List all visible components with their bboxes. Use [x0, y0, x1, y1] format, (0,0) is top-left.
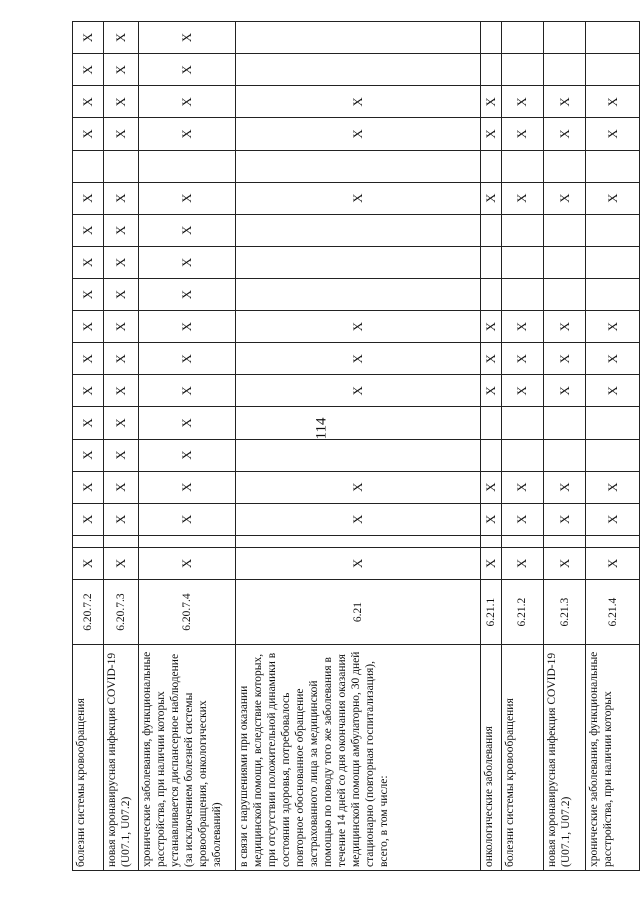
mark-cell [586, 54, 640, 86]
mark-cell: X [235, 182, 481, 214]
mark-cell: X [73, 214, 104, 246]
mark-cell: X [104, 86, 139, 118]
mark-cell [501, 535, 543, 547]
mark-cell: X [481, 86, 501, 118]
mark-cell [73, 535, 104, 547]
mark-cell: X [235, 503, 481, 535]
table-row [481, 22, 501, 871]
row-name: хронические заболевания, функциональные расстройства, при наличии которых устанавливается диспансерное наблюдение (за исключением болезней системы кровообращения, онкологических заболеваний) [138, 645, 235, 871]
mark-cell: X [501, 86, 543, 118]
mark-cell: X [104, 311, 139, 343]
mark-cell [481, 535, 501, 547]
mark-cell [138, 150, 235, 182]
mark-cell: X [235, 343, 481, 375]
mark-cell [235, 246, 481, 278]
mark-cell: X [481, 375, 501, 407]
mark-cell: X [501, 547, 543, 579]
mark-cell: X [73, 246, 104, 278]
row-name: новая коронавирусная инфекция COVID-19 (U07.1, U07.2) [543, 645, 585, 871]
mark-cell [543, 54, 585, 86]
mark-cell: X [586, 471, 640, 503]
mark-cell [586, 214, 640, 246]
mark-cell: X [586, 343, 640, 375]
mark-cell: X [501, 182, 543, 214]
mark-cell: X [138, 278, 235, 310]
mark-cell: X [481, 471, 501, 503]
row-code: 6.21.4 [586, 579, 640, 644]
mark-cell: X [138, 246, 235, 278]
row-name: новая коронавирусная инфекция COVID-19 (U07.1, U07.2) [104, 645, 139, 871]
mark-cell: X [73, 22, 104, 54]
mark-cell: X [138, 547, 235, 579]
mark-cell: X [73, 547, 104, 579]
mark-cell: X [104, 22, 139, 54]
mark-cell: X [104, 214, 139, 246]
mark-cell [481, 150, 501, 182]
page-number: 114 [313, 417, 330, 440]
mark-cell [235, 407, 481, 439]
mark-cell: X [138, 407, 235, 439]
mark-cell [586, 278, 640, 310]
mark-cell: X [73, 182, 104, 214]
mark-cell: X [543, 86, 585, 118]
mark-cell [586, 535, 640, 547]
mark-cell: X [586, 118, 640, 150]
mark-cell: X [138, 86, 235, 118]
mark-cell: X [543, 375, 585, 407]
table-row [501, 22, 543, 871]
mark-cell [586, 246, 640, 278]
mark-cell: X [138, 182, 235, 214]
mark-cell [501, 22, 543, 54]
mark-cell [543, 535, 585, 547]
mark-cell: X [138, 503, 235, 535]
row-name: болезни системы кровообращения [73, 645, 104, 871]
mark-cell [481, 439, 501, 471]
mark-cell: X [501, 118, 543, 150]
mark-cell [138, 535, 235, 547]
row-code: 6.21.1 [481, 579, 501, 644]
mark-cell: X [73, 439, 104, 471]
row-name: в связи с нарушениями при оказании медицинской помощи, вследствие которых, при отсутствии положительной динамики в состоянии здоровья, потребовалось повторное обоснованное обращение застрахованного лица за медицинской помощью по поводу того же заболевания в течение 14 дней со дня окончания оказания медицинской помощи амбулаторно, 30 дней стационарно (повторная госпитализация), всего, в том числе: [235, 645, 481, 871]
mark-cell: X [104, 503, 139, 535]
mark-cell: X [73, 503, 104, 535]
mark-cell [481, 278, 501, 310]
mark-cell: X [501, 343, 543, 375]
mark-cell: X [543, 547, 585, 579]
table-row [586, 22, 640, 871]
mark-cell [235, 150, 481, 182]
mark-cell: X [586, 503, 640, 535]
mark-cell: X [73, 86, 104, 118]
mark-cell [501, 407, 543, 439]
mark-cell: X [104, 439, 139, 471]
mark-cell: X [543, 118, 585, 150]
mark-cell: X [73, 343, 104, 375]
mark-cell: X [501, 311, 543, 343]
mark-cell [501, 439, 543, 471]
mark-cell [235, 535, 481, 547]
mark-cell [543, 22, 585, 54]
mark-cell: X [73, 278, 104, 310]
mark-cell: X [73, 471, 104, 503]
mark-cell: X [586, 86, 640, 118]
mark-cell: X [138, 54, 235, 86]
mark-cell [235, 214, 481, 246]
mark-cell: X [481, 182, 501, 214]
mark-cell: X [543, 503, 585, 535]
mark-cell [586, 150, 640, 182]
mark-cell: X [138, 311, 235, 343]
mark-cell: X [543, 471, 585, 503]
mark-cell: X [104, 343, 139, 375]
table-row [138, 22, 235, 871]
table-row [104, 22, 139, 871]
row-code: 6.20.7.4 [138, 579, 235, 644]
mark-cell: X [481, 343, 501, 375]
rotated-table-wrapper [72, 21, 640, 871]
row-name: болезни системы кровообращения [501, 645, 543, 871]
table-row [543, 22, 585, 871]
mark-cell [235, 278, 481, 310]
mark-cell: X [104, 407, 139, 439]
mark-cell: X [481, 118, 501, 150]
mark-cell [481, 214, 501, 246]
mark-cell: X [104, 118, 139, 150]
mark-cell: X [138, 118, 235, 150]
mark-cell: X [104, 375, 139, 407]
mark-cell: X [104, 54, 139, 86]
mark-cell: X [138, 375, 235, 407]
mark-cell [543, 214, 585, 246]
mark-cell: X [73, 311, 104, 343]
row-code: 6.21 [235, 579, 481, 644]
mark-cell: X [104, 182, 139, 214]
mark-cell: X [138, 22, 235, 54]
mark-cell [501, 246, 543, 278]
mark-cell [543, 407, 585, 439]
mark-cell: X [235, 86, 481, 118]
row-code: 6.21.2 [501, 579, 543, 644]
mark-cell: X [543, 182, 585, 214]
mark-cell [586, 407, 640, 439]
mark-cell: X [138, 343, 235, 375]
mark-cell: X [235, 375, 481, 407]
mark-cell [543, 439, 585, 471]
row-code: 6.21.3 [543, 579, 585, 644]
mark-cell: X [138, 471, 235, 503]
mark-cell [73, 150, 104, 182]
row-name: хронические заболевания, функциональные расстройства, при наличии которых [586, 645, 640, 871]
mark-cell [235, 439, 481, 471]
mark-cell: X [104, 547, 139, 579]
mark-cell: X [501, 503, 543, 535]
mark-cell: X [501, 471, 543, 503]
mark-cell: X [73, 118, 104, 150]
mark-cell [543, 278, 585, 310]
mark-cell: X [235, 471, 481, 503]
row-code: 6.20.7.2 [73, 579, 104, 644]
mark-cell: X [543, 311, 585, 343]
mark-cell: X [104, 246, 139, 278]
mark-cell: X [73, 54, 104, 86]
mark-cell [481, 407, 501, 439]
mark-cell [481, 54, 501, 86]
mark-cell: X [104, 278, 139, 310]
mark-cell: X [73, 375, 104, 407]
mark-cell: X [235, 311, 481, 343]
table-row [73, 22, 104, 871]
mark-cell [235, 22, 481, 54]
row-code: 6.20.7.3 [104, 579, 139, 644]
mark-cell [481, 246, 501, 278]
mark-cell [104, 150, 139, 182]
mark-cell [501, 150, 543, 182]
mark-cell: X [73, 407, 104, 439]
mark-cell [586, 439, 640, 471]
mark-cell: X [586, 375, 640, 407]
mark-cell: X [586, 182, 640, 214]
mark-cell [481, 22, 501, 54]
row-name: онкологические заболевания [481, 645, 501, 871]
mark-cell: X [481, 547, 501, 579]
mark-cell [543, 150, 585, 182]
mark-cell: X [543, 343, 585, 375]
mark-cell: X [481, 503, 501, 535]
mark-cell [235, 54, 481, 86]
mark-cell: X [138, 214, 235, 246]
mark-cell [543, 246, 585, 278]
mark-cell: X [138, 439, 235, 471]
mark-cell: X [586, 547, 640, 579]
violations-table [72, 21, 640, 871]
mark-cell: X [586, 311, 640, 343]
mark-cell: X [501, 375, 543, 407]
mark-cell [501, 54, 543, 86]
mark-cell: X [235, 547, 481, 579]
mark-cell [586, 22, 640, 54]
mark-cell [104, 535, 139, 547]
mark-cell: X [104, 471, 139, 503]
mark-cell: X [235, 118, 481, 150]
table-row [235, 22, 481, 871]
mark-cell [501, 214, 543, 246]
mark-cell [501, 278, 543, 310]
mark-cell: X [481, 311, 501, 343]
